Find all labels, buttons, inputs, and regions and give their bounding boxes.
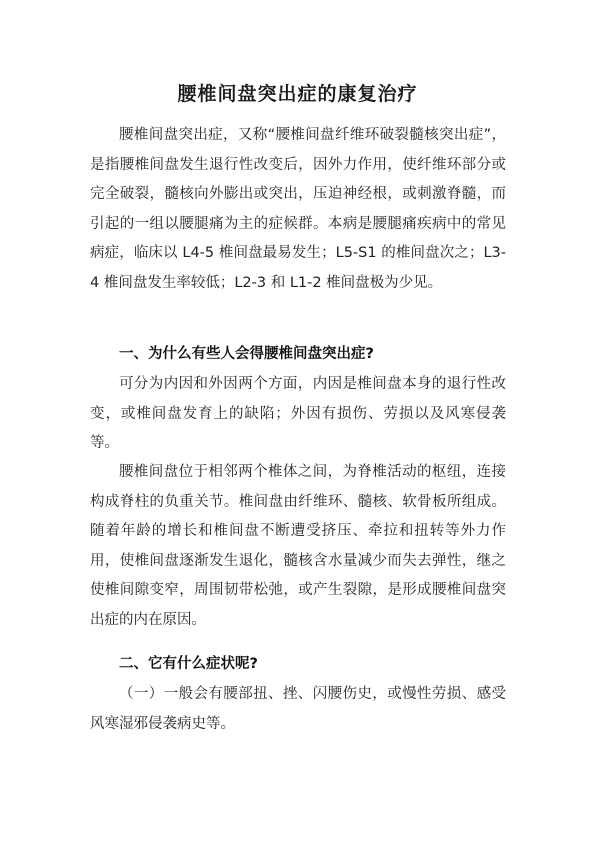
symptoms-paragraph-1: （一）一般会有腰部扭、挫、闪腰伤史，或慢性劳损、感受风寒湿邪侵袭病史等。 bbox=[90, 686, 506, 732]
causes-paragraph-2: 腰椎间盘位于相邻两个椎体之间，为脊椎活动的枢纽，连接构成脊柱的负重关节。椎间盘由纤维环、髓核、软骨板所组成。随着年龄的增长和椎间盘不断遭受挤压、牵拉和扭转等外力作用，使椎间盘逐渐发生退化，髓核含水量减少而失去弹性，继之使椎间隙变窄，周围韧带松弛，或产生裂隙，是形成腰椎间盘突出症的内在原因。 bbox=[90, 464, 506, 628]
causes-paragraph-1: 可分为内因和外因两个方面，内因是椎间盘本身的退行性改变，或椎间盘发育上的缺陷；外因有损伤、劳损以及风寒侵袭等。 bbox=[90, 376, 506, 451]
section-heading-causes: 一、为什么有些人会得腰椎间盘突出症? bbox=[119, 346, 374, 362]
intro-paragraph: 腰椎间盘突出症，又称“腰椎间盘纤维环破裂髓核突出症”，是指腰椎间盘发生退行性改变后，因外力作用，使纤维环部分或完全破裂，髓核向外膨出或突出，压迫神经根，或刺激脊髓，而引起的一组以腰腿痛为主的症候群。本病是腰腿痛疾病中的常见病症，临床以 L4-5 椎间盘最易发生；L5-S1 的椎间盘次之；L3-4 椎间盘发生率较低；L2-3 和 L1-2 椎间盘极为少见。 bbox=[90, 127, 506, 291]
document-title: 腰椎间盘突出症的康复治疗 bbox=[177, 83, 418, 105]
section-heading-symptoms: 二、它有什么症状呢? bbox=[119, 656, 258, 672]
